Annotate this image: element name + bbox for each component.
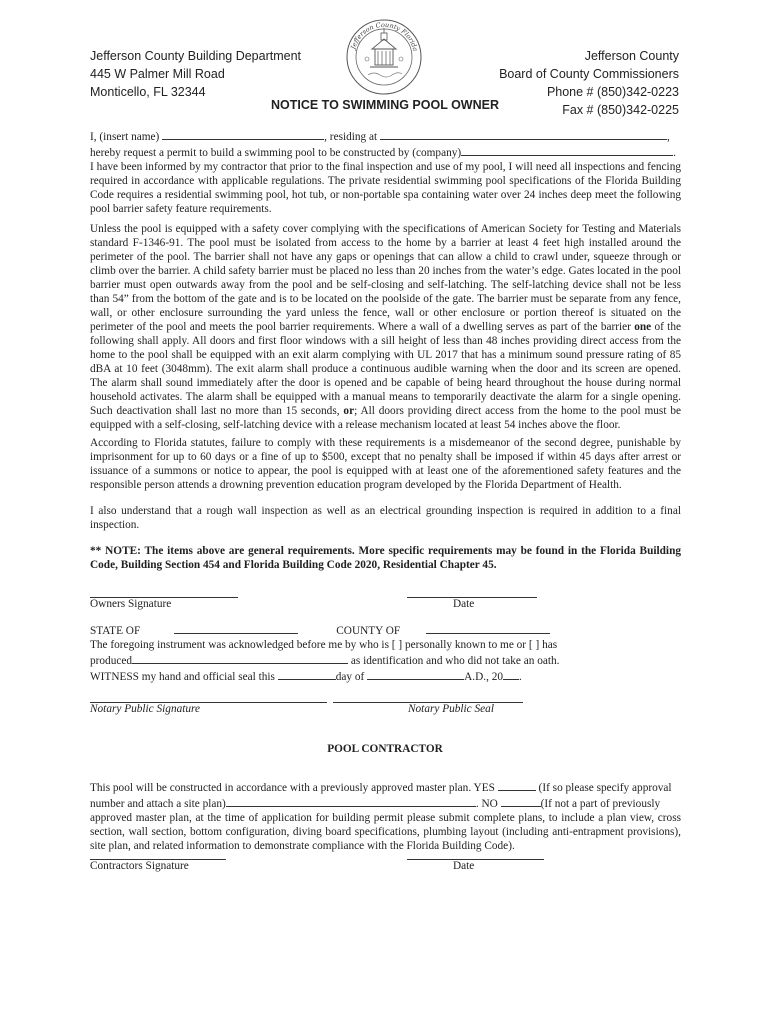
notary-block (90, 622, 681, 684)
state-field[interactable] (174, 622, 298, 634)
notary-signature-label: Notary Public Signature (90, 703, 201, 715)
not-master-plan-text: (If not a part of previously (540, 798, 661, 810)
comma: , (667, 131, 670, 143)
yes-field[interactable] (498, 779, 536, 791)
owner-date-label: Date (453, 598, 475, 610)
note-text: ** NOTE: The items above are general requirements. More specific requirements may be found in the Florida Building Code, Building Section 454 and Florida Building Code 2020, Residential Chapter 45. (90, 545, 681, 571)
board-name: Board of County Commissioners (499, 67, 679, 81)
intro-residing-label: , residing at (324, 131, 381, 143)
seal-text: Jefferson County Florida (349, 20, 420, 53)
witness-month-field[interactable] (367, 668, 464, 680)
svg-text:Jefferson County Florida (349, 21, 420, 52)
street-address: 445 W Palmer Mill Road (90, 67, 225, 81)
period: . (673, 147, 676, 159)
day-of-label: day of (335, 671, 368, 683)
inspection-paragraph (90, 504, 681, 532)
barrier-emphasis-or: or (343, 405, 355, 417)
no-text: . NO (475, 798, 501, 810)
identification-field[interactable] (132, 652, 348, 664)
county-field[interactable] (426, 622, 550, 634)
intro-request-label: hereby request a permit to build a swimming pool to be constructed by (company) (90, 147, 462, 159)
notice-title: NOTICE TO SWIMMING POOL OWNER (270, 98, 499, 112)
company-field[interactable] (461, 144, 673, 156)
fax-number: Fax # (850)342-0225 (562, 103, 679, 117)
owner-name-field[interactable] (162, 128, 324, 140)
contractor-date-label: Date (453, 860, 475, 872)
witness-year-field[interactable] (503, 668, 519, 680)
approval-number-field[interactable] (226, 795, 476, 807)
barrier-text-1: Unless the pool is equipped with a safety cover complying with the specifications of American Society for Testing and Materials standard F-1346-91. The pool must be isolated from access to the home by a barrier at least 4 feet high installed around the perimeter of the pool. The barrier shall not have any gaps or openings that can allow a child to crawl under, squeeze through or climb over the barrier. A child safety barrier must be placed no less than 20 inches from the water’s edge. Gates located in the pool barrier must open outwards away from the pool and be self-closing and self-latching. The self-latching device shall not be less than 54” from the bottom of the gate and is to be located on the poolside of the gate. The barrier must be separate from any fence, wall, or other enclosure surrounding the yard unless the fence, wall or other enclosure or portion thereof is situated on the perimeter of the pool and meets the pool barrier requirements. Where a wall of a dwelling serves as part of the barrier (90, 223, 681, 333)
witness-day-field[interactable] (278, 668, 336, 680)
barrier-text-2: of the following shall apply. All doors and first floor windows with a sill height of less than 48 inches providing direct access from the home to the pool shall be equipped with an exit alarm complying with UL 2017 that has a minimum sound pressure rating of 85 dBA at 10 feet (3048mm). The exit alarm shall produce a continuous audible warning when the door and its screen are opened. The alarm shall sound immediately after the door is opened and be capable of being heard throughout the house during normal household activates. The alarm shall be equipped with a manual means to temporarily deactivate the alarm for a single opening. Such deactivation shall last no more than 15 seconds, (90, 321, 681, 417)
pool-contractor-title: POOL CONTRACTOR (327, 743, 443, 755)
county-name: Jefferson County (584, 49, 679, 63)
witness-label: WITNESS my hand and official seal this (90, 671, 278, 683)
site-plan-text: number and attach a site plan) (90, 798, 226, 810)
owner-address-field[interactable] (380, 128, 667, 140)
period: . (519, 671, 522, 683)
ad-year-label: A.D., 20 (464, 671, 504, 683)
city-state-zip: Monticello, FL 32344 (90, 85, 206, 99)
inspection-text: I also understand that a rough wall inspection as well as an electrical grounding inspection is required in addition to a final inspection. (90, 505, 681, 531)
contractor-paragraph (90, 779, 681, 853)
statutes-text: According to Florida statutes, failure to comply with these requirements is a misdemeanor of the second degree, punishable by imprisonment for up to 60 days or a fine of up to $500, except that no penalty shall be imposed if within 45 days after arrest or issuance of a summons or notice to appear, the pool is equipped with at least one of the aforementioned safety features and the responsible person attends a drowning prevention education program developed by the Florida Department of Health. (90, 437, 681, 491)
intro-rest: I have been informed by my contractor that prior to the final inspection and use of my pool, I will need all inspections and fencing required in accordance with applicable regulations. The private residential swimming pool specifications of the Florida Building Code requires a residential swimming pool, hot tub, or non-portable spa containing water over 24 inches deep meet the following pool barrier safety feature requirements. (90, 161, 681, 215)
county-seal-icon (344, 17, 424, 97)
barrier-paragraph (90, 222, 681, 432)
contractor-requirements-text: approved master plan, at the time of application for building permit please submit complete plans, to include a plan view, cross section, wall section, bottom configuration, diving board specifications, plumbing layout (including anti-entrapment provisions), site plan, and related information to demonstrate compliance with the Florida Building Code). (90, 812, 681, 852)
notary-seal-label: Notary Public Seal (408, 703, 494, 715)
yes-text: This pool will be constructed in accordance with a previously approved master plan. YES (90, 782, 498, 794)
county-label: COUNTY OF (336, 625, 401, 637)
state-label: STATE OF (90, 625, 141, 637)
contractor-date-line[interactable] (407, 859, 544, 860)
no-field[interactable] (501, 795, 541, 807)
acknowledgement-text: The foregoing instrument was acknowledged before me by who is [ ] personally known to me or [ ] has (90, 639, 558, 651)
department-address (90, 47, 301, 101)
statutes-paragraph (90, 436, 681, 492)
identification-text: as identification and who did not take an oath. (348, 655, 560, 667)
department-name: Jefferson County Building Department (90, 49, 301, 63)
barrier-emphasis-one: one (634, 321, 652, 333)
note-paragraph (90, 544, 681, 572)
produced-label: produced (90, 655, 133, 667)
contractor-signature-label: Contractors Signature (90, 860, 189, 872)
intro-name-label: I, (insert name) (90, 131, 163, 143)
owner-signature-label: Owners Signature (90, 598, 172, 610)
approval-text: (If so please specify approval (535, 782, 672, 794)
intro-paragraph (90, 128, 681, 216)
barrier-text-3: ; All doors providing direct access from the home to the pool must be equipped with a self-closing, self-latching device with a release mechanism located at least 54 inches above the floor. (90, 405, 681, 431)
phone-number: Phone # (850)342-0223 (546, 85, 679, 99)
